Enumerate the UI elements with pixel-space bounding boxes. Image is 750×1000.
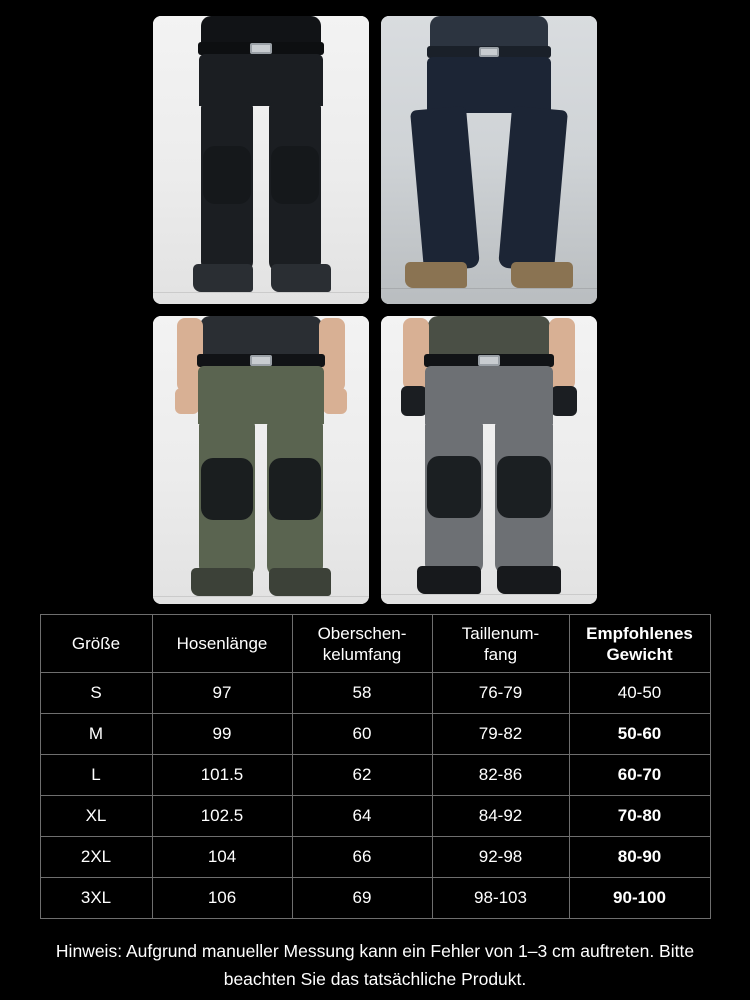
note-line-2: auftreten. Bitte beachten Sie das tatsächliche Produkt. xyxy=(223,941,695,989)
header-weight-line1: Empfohlenes xyxy=(586,623,693,643)
size-chart-table xyxy=(40,614,711,919)
header-waist-line1: Taillenum- xyxy=(461,623,540,643)
header-length: Hosenlänge xyxy=(152,615,292,673)
product-photo-army-green[interactable] xyxy=(153,316,369,604)
product-photo-black[interactable] xyxy=(153,16,369,304)
cell-weight: 40-50 xyxy=(569,673,710,714)
product-photo-navy-camo[interactable] xyxy=(381,16,597,304)
cell-weight: 70-80 xyxy=(569,796,710,837)
measurement-note xyxy=(30,937,720,993)
cell-thigh: 60 xyxy=(292,714,432,755)
header-weight xyxy=(569,615,710,673)
cell-waist: 92-98 xyxy=(432,837,569,878)
cell-waist: 98-103 xyxy=(432,878,569,919)
cell-thigh: 64 xyxy=(292,796,432,837)
model-figure xyxy=(153,16,369,304)
cell-length: 102.5 xyxy=(152,796,292,837)
cell-waist: 79-82 xyxy=(432,714,569,755)
cell-weight: 90-100 xyxy=(569,878,710,919)
cell-size: S xyxy=(40,673,152,714)
table-row xyxy=(40,673,710,714)
header-weight-line2: Gewicht xyxy=(606,644,673,664)
cell-weight: 60-70 xyxy=(569,755,710,796)
table-header-row xyxy=(40,615,710,673)
cell-thigh: 69 xyxy=(292,878,432,919)
cell-waist: 82-86 xyxy=(432,755,569,796)
cell-size: L xyxy=(40,755,152,796)
cell-thigh: 62 xyxy=(292,755,432,796)
table-row xyxy=(40,878,710,919)
cell-waist: 76-79 xyxy=(432,673,569,714)
cell-size: XL xyxy=(40,796,152,837)
cell-weight: 50-60 xyxy=(569,714,710,755)
header-size: Größe xyxy=(40,615,152,673)
cell-length: 106 xyxy=(152,878,292,919)
cell-size: 3XL xyxy=(40,878,152,919)
product-photo-grey[interactable] xyxy=(381,316,597,604)
table-row xyxy=(40,837,710,878)
table-row xyxy=(40,714,710,755)
header-waist-line2: fang xyxy=(483,644,518,664)
model-figure xyxy=(153,316,369,604)
cell-size: M xyxy=(40,714,152,755)
table-row xyxy=(40,796,710,837)
cell-size: 2XL xyxy=(40,837,152,878)
cell-thigh: 58 xyxy=(292,673,432,714)
table-row xyxy=(40,755,710,796)
cell-length: 97 xyxy=(152,673,292,714)
size-chart-section xyxy=(0,600,750,993)
model-figure xyxy=(381,16,597,304)
header-thigh-line2: kelumfang xyxy=(322,644,402,664)
header-thigh xyxy=(292,615,432,673)
cell-length: 101.5 xyxy=(152,755,292,796)
cell-length: 104 xyxy=(152,837,292,878)
note-line-1: Hinweis: Aufgrund manueller Messung kann ein Fehler von 1–3 cm xyxy=(55,941,576,961)
cell-weight: 80-90 xyxy=(569,837,710,878)
cell-thigh: 66 xyxy=(292,837,432,878)
model-figure xyxy=(381,316,597,604)
cell-waist: 84-92 xyxy=(432,796,569,837)
header-waist xyxy=(432,615,569,673)
header-thigh-line1: Oberschen- xyxy=(317,623,407,643)
cell-length: 99 xyxy=(152,714,292,755)
